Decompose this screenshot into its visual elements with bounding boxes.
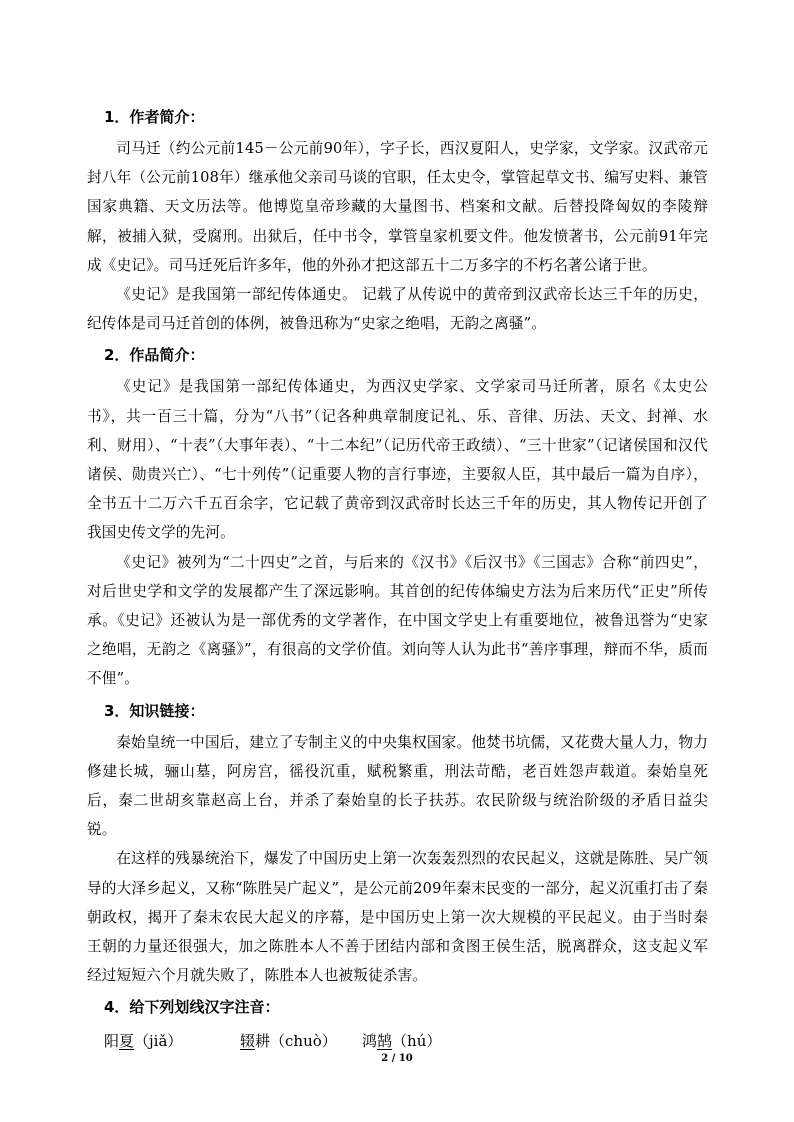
underlined-character: 夏 [119,1032,135,1051]
section-heading-author: 1．作者简介： [104,108,205,126]
underlined-character: 鹄 [377,1032,393,1051]
word-suffix: 耕 [255,1032,271,1051]
author-paragraph: 司马迁（约公元前145－公元前90年），字子长，西汉夏阳人，史学家，文学家。汉武帝元封八年（公元前108年）继承他父亲司马谈的官职，任太史令，掌管起草文书、编写史料、兼管国家典籍、天文历法等。他博览皇帝珍藏的大量图书、档案和文献。后替投降匈奴的李陵辩解，被捕入狱，受腐刑。出狱后，任中书令，掌管皇家机要文件。他发愤著书，公元前91年完成《史记》。司马迁死后许多年，他的外孙才把这部五十二万多字的不朽名著公诸于世。 [87,140,708,274]
work-paragraph: 《史记》是我国第一部纪传体通史，为西汉史学家、文学家司马迁所著，原名《太史公书》，共一百三十篇，分为“八书”（记各种典章制度记礼、乐、音律、历法、天文、封禅、水利、财用）、“十表”（大事年表）、“十二本纪”（记历代帝王政绩）、“三十世家”（记诸侯国和汉代诸侯、勋贵兴亡）、“七十列传”（记重要人物的言行事迹，主要叙人臣，其中最后一篇为自序），全书五十二万六千五百余字，它记载了黄帝到汉武帝时长达三千年的历史，其人物传记开创了我国史传文学的先河。 [87,378,708,542]
knowledge-paragraph: 秦始皇统一中国后，建立了专制主义的中央集权国家。他焚书坑儒，又花费大量人力，物力修建长城，骊山墓，阿房宫，徭役沉重，赋税繁重，刑法苛酷，老百姓怨声载道。秦始皇死后，秦二世胡亥靠赵高上台，并杀了秦始皇的长子扶苏。农民阶级与统治阶级的矛盾日益尖锐。 [87,733,708,839]
section-heading-pinyin: 4．给下列划线汉字注音： [104,998,280,1017]
section-heading-knowledge: 3．知识链接： [104,701,205,720]
pinyin-reading: （hú） [392,1032,442,1051]
underlined-character: 辍 [240,1032,256,1051]
word-prefix: 鸿 [362,1032,378,1051]
pinyin-reading: （jiǎ） [134,1032,183,1051]
page-number: 2 / 10 [381,1053,413,1064]
document-page [87,100,708,1058]
knowledge-paragraph: 在这样的残暴统治下，爆发了中国历史上第一次轰轰烈烈的农民起义，这就是陈胜、吴广领导的大泽乡起义，又称“陈胜吴广起义”，是公元前209年秦末民变的一部分，起义沉重打击了秦朝政权，揭开了秦末农民大起义的序幕，是中国历史上第一次大规模的平民起义。由于当时秦王朝的力量还很强大，加之陈胜本人不善于团结内部和贪图王侯生活，脱离群众，这支起义军经过短短六个月就失败了，陈胜本人也被叛徒杀害。 [87,850,708,985]
pinyin-reading: （chuò） [270,1032,337,1051]
author-paragraph: 《史记》是我国第一部纪传体通史。 记载了从传说中的黄帝到汉武帝长达三千年的历史，纪传体是司马迁首创的体例，被鲁迅称为“史家之绝唱，无韵之离骚”。 [87,286,708,333]
word-prefix: 阳 [104,1032,120,1051]
section-heading-work: 2．作品简介： [104,346,205,365]
work-paragraph: 《史记》被列为“二十四史”之首，与后来的《汉书》《后汉书》《三国志》合称“前四史”，对后世史学和文学的发展都产生了深远影响。其首创的纪传体编史方法为后来历代“正史”所传承。《史记》还被认为是一部优秀的文学著作，在中国文学史上有重要地位，被鲁迅誉为“史家之绝唱，无韵之《离骚》”，有很高的文学价值。刘向等人认为此书“善序事理，辩而不华，质而不俚”。 [87,553,708,688]
